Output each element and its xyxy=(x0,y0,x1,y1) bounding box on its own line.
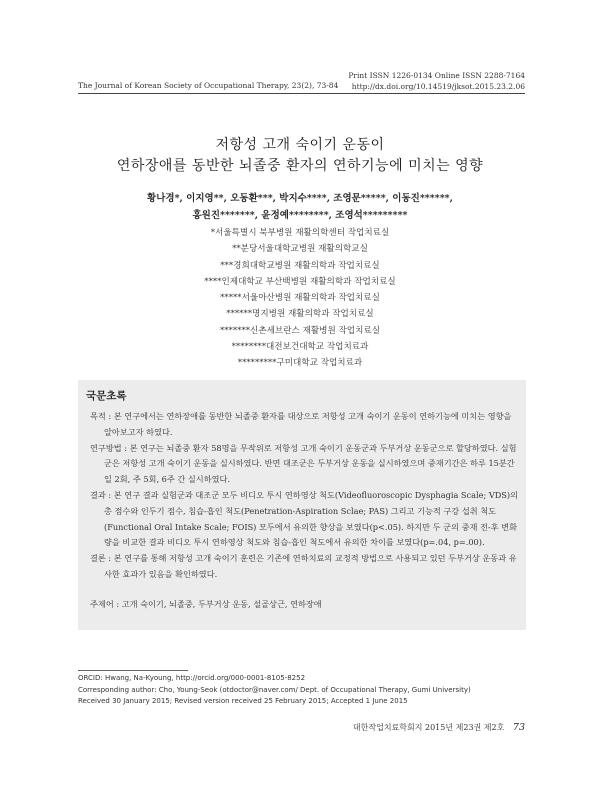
orcid-footnote: ORCID: Hwang, Na-Kyoung, http://orcid.org/000-0001-8105-8252 xyxy=(78,674,306,682)
abstract-heading: 국문초록 xyxy=(86,390,127,402)
page-footer xyxy=(353,722,525,733)
footer-journal: 대한작업치료학회지 2015년 제23권 제2호 xyxy=(352,723,505,732)
abstract-results: 결과 : 본 연구 결과 실험군과 대조군 모두 비디오 투시 연하영상 척도(Videofluoroscopic Dysphagia Scale; VDS)의 총 점수와 인두기 점수, 침습-흡인 척도(Penetration-Aspiration Sclae; PAS) 그리고 기능적 구강 섭취 척도(Functional Oral Intake Scale; FOIS) 모두에서 유의한 향상을 보였다(p<.05). 하지만 두 군의 중재 전-후 변화량을 비교한 결과 비디오 투시 연하영상 척도와 침습-흡인 척도에서 유의한 차이를 보였다(p=.04, p=.00). xyxy=(90,489,519,548)
abstract-keywords: 주제어 : 고개 숙이기, 뇌졸중, 두부거상 운동, 설골상근, 연하장애 xyxy=(90,598,322,609)
author-list xyxy=(0,190,600,224)
abstract-purpose: 목적 : 본 연구에서는 연하장애를 동반한 뇌졸중 환자를 대상으로 저항성 고개 숙이기 운동이 연하기능에 미치는 영향을 알아보고자 하였다. xyxy=(90,411,512,437)
title-line-1: 저항성 고개 숙이기 운동이 xyxy=(215,137,385,153)
header-rule xyxy=(78,93,525,94)
header-journal: The Journal of Korean Society of Occupational Therapy, 23(2), 73-84 xyxy=(78,81,339,90)
author-line-1: 황나경*, 이지영**, 오동환***, 박지수****, 조영문*****, 이동진******, xyxy=(147,193,453,204)
affiliation: ********대전보건대학교 작업치료과 xyxy=(231,342,369,353)
corresponding-author-footnote: Corresponding author: Cho, Young-Seok (otdoctor@naver.com/ Dept. of Occupational Therapy, Gumi University) xyxy=(78,685,471,694)
doi-link[interactable]: http://dx.doi.org/10.14519/jksot.2015.23.2.06 xyxy=(351,82,525,91)
page-number: 73 xyxy=(512,722,525,733)
affiliation-list xyxy=(0,225,600,372)
affiliation: *******신촌세브란스 재활병원 작업치료실 xyxy=(219,325,381,336)
footnotes xyxy=(78,673,471,708)
affiliation: *****서울아산병원 재활의학과 작업치료실 xyxy=(220,293,380,304)
received-footnote: Received 30 January 2015; Revised version received 25 February 2015; Accepted 1 June 2015 xyxy=(78,697,408,705)
affiliation: *********구미대학교 작업치료과 xyxy=(237,358,363,369)
abstract-conclusion: 결론 : 본 연구를 통해 저항성 고개 숙이기 훈련은 기존에 연하치료의 교정적 방법으로 사용되고 있던 두부거상 운동과 유사한 효과가 있음을 확인하였다. xyxy=(90,553,517,579)
author-line-2: 홍원진*******, 윤정예********, 조영석********* xyxy=(192,210,408,221)
header-issn-doi xyxy=(348,70,525,92)
issn-text: Print ISSN 1226-0134 Online ISSN 2288-7164 xyxy=(348,71,525,80)
footnote-rule xyxy=(78,670,188,671)
affiliation: **분당서울대학교병원 재활의학교실 xyxy=(232,244,368,255)
abstract-methods: 연구방법 : 본 연구는 뇌졸중 환자 58명을 무작위로 저항성 고개 숙이기 운동군과 두부거상 운동군으로 할당하였다. 실험군은 저항성 고개 숙이기 운동을 실시하였다. 반면 대조군은 두부거상 운동을 실시하였으며 중재기간은 하루 15분간 일 2회, 주 5회, 6주 간 실시하였다. xyxy=(90,442,517,485)
title-line-2: 연하장애를 동반한 뇌졸중 환자의 연하기능에 미치는 영향 xyxy=(116,158,484,174)
affiliation: ****인제대학교 부산백병원 재활의학과 작업치료실 xyxy=(204,276,396,287)
affiliation: ******명지병원 재활의학과 작업치료실 xyxy=(226,309,374,320)
affiliation: *서울특별시 북부병원 재활의학센터 작업치료실 xyxy=(210,228,390,238)
affiliation: ***경희대학교병원 재활의학과 작업치료실 xyxy=(220,260,380,271)
abstract-body xyxy=(90,409,520,613)
